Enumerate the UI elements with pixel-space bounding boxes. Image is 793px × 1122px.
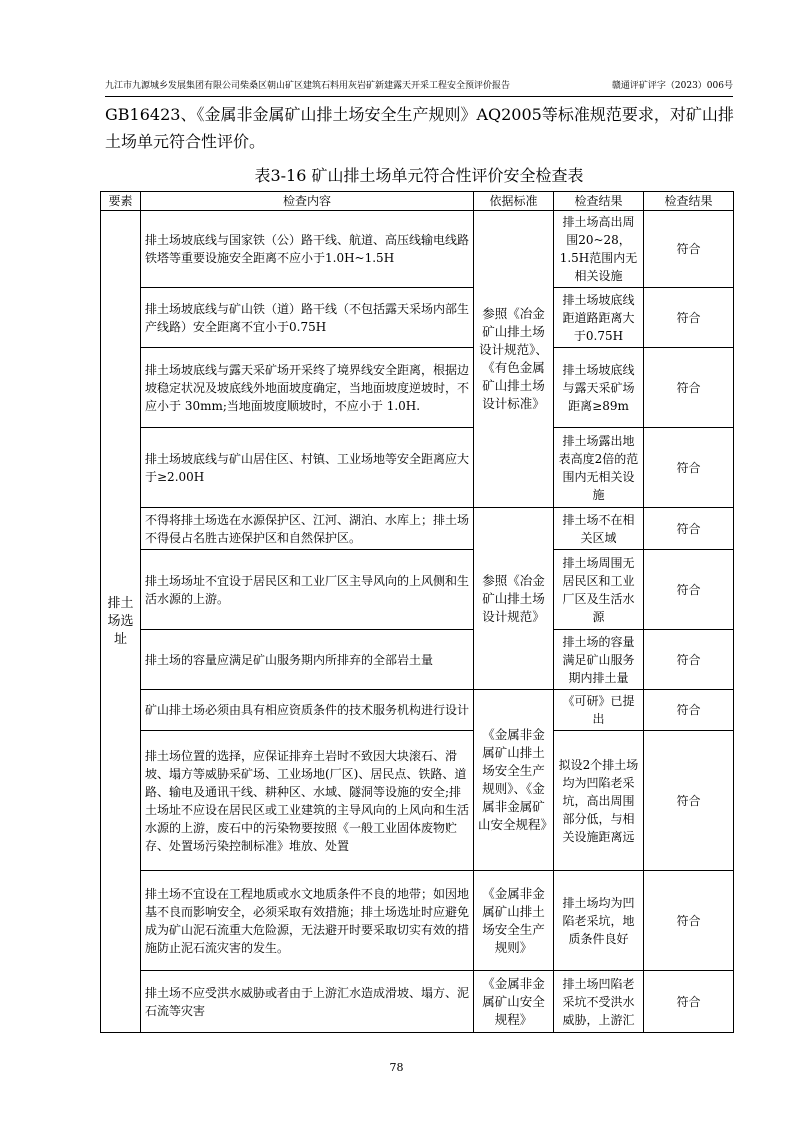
check-finding: 排土场高出周围20~28，1.5H范围内无相关设施 — [554, 211, 644, 288]
element-cell: 排土场选址 — [101, 211, 141, 1033]
check-content: 排土场不应受洪水威胁或者由于上游汇水造成滑坡、塌方、泥石流等灾害 — [141, 971, 474, 1033]
check-content: 排土场坡底线与矿山居住区、村镇、工业场地等安全距离应大于≥2.00H — [141, 428, 474, 508]
check-finding: 排土场坡底线距道路距离大于0.75H — [554, 288, 644, 348]
check-result: 符合 — [644, 288, 734, 348]
check-content: 不得将排土场选在水源保护区、江河、湖泊、水库上；排土场不得侵占名胜古迹保护区和自然保护区。 — [141, 508, 474, 550]
check-result: 符合 — [644, 428, 734, 508]
page-number: 78 — [389, 1061, 404, 1074]
table-row — [101, 288, 734, 348]
header-element: 要素 — [101, 192, 141, 211]
check-finding: 排土场均为凹陷老采坑，地质条件良好 — [554, 871, 644, 971]
basis-cell: 《金属非金属矿山安全规程》 — [474, 971, 554, 1033]
check-content: 排土场不宜设在工程地质或水文地质条件不良的地带；如因地基不良而影响安全，必须采取有效措施；排土场选址时应避免成为矿山泥石流重大危险源，无法避开时要采取切实有效的措施防止泥石流灾害的发生。 — [141, 871, 474, 971]
header-basis: 依据标准 — [474, 192, 554, 211]
check-result: 符合 — [644, 508, 734, 550]
check-result: 符合 — [644, 690, 734, 731]
check-content: 排土场坡底线与露天采矿场开采终了境界线安全距离，根据边坡稳定状况及坡底线外地面坡度确定，当地面坡度逆坡时，不应小于 30mm;当地面坡度顺坡时，不应小于 1.0H. — [141, 348, 474, 428]
header-report-code: 赣通评矿评字（2023）006号 — [611, 81, 733, 91]
check-finding: 排土场坡底线与露天采矿场距离≥89m — [554, 348, 644, 428]
check-finding: 《可研》已提出 — [554, 690, 644, 731]
check-result: 符合 — [644, 731, 734, 871]
table-row — [101, 871, 734, 971]
table-row — [101, 348, 734, 428]
header-content: 检查内容 — [141, 192, 474, 211]
table-row — [101, 211, 734, 288]
check-result: 符合 — [644, 550, 734, 630]
basis-cell: 参照《冶金矿山排土场设计规范》、《有色金属矿山排土场设计标准》 — [474, 211, 554, 508]
basis-cell: 《金属非金属矿山排土场安全生产规则》、《金属非金属矿山安全规程》 — [474, 690, 554, 871]
safety-checklist-table — [100, 191, 734, 1033]
intro-paragraph: GB16423、《金属非金属矿山排土场安全生产规则》AQ2005等标准规范要求，对矿山排土场单元符合性评价。 — [105, 105, 734, 151]
check-content: 排土场的容量应满足矿山服务期内所排弃的全部岩土量 — [141, 630, 474, 690]
page-header — [105, 76, 733, 97]
check-result: 符合 — [644, 348, 734, 428]
header-report-title: 九江市九源城乡发展集团有限公司柴桑区朝山矿区建筑石料用灰岩矿新建露天开采工程安全预评价报告 — [105, 81, 511, 91]
table-row — [101, 550, 734, 630]
check-finding: 排土场不在相关区域 — [554, 508, 644, 550]
check-result: 符合 — [644, 211, 734, 288]
header-finding: 检查结果 — [554, 192, 644, 211]
table-caption: 表3-16 矿山排土场单元符合性评价安全检查表 — [254, 166, 584, 185]
check-finding: 排土场露出地表高度2倍的范围内无相关设施 — [554, 428, 644, 508]
check-content: 矿山排土场必须由具有相应资质条件的技术服务机构进行设计 — [141, 690, 474, 731]
table-row — [101, 508, 734, 550]
table-header-row — [101, 192, 734, 211]
check-result: 符合 — [644, 630, 734, 690]
table-row — [101, 731, 734, 871]
table-row — [101, 971, 734, 1033]
check-content: 排土场坡底线与矿山铁（道）路干线（不包括露天采场内部生产线路）安全距离不宜小于0.75H — [141, 288, 474, 348]
check-content: 排土场位置的选择，应保证排弃土岩时不致因大块滚石、滑坡、塌方等威胁采矿场、工业场地(厂区)、居民点、铁路、道路、输电及通讯干线、耕种区、水域、隧洞等设施的安全;排土场址不应设在居民区或工业建筑的主导风向的上风向和生活水源的上游，废石中的污染物要按照《一般工业固体废物贮存、处置场污染控制标准》堆放、处置 — [141, 731, 474, 871]
table-row — [101, 428, 734, 508]
check-finding: 排土场凹陷老采坑不受洪水威胁，上游汇 — [554, 971, 644, 1033]
header-result: 检查结果 — [644, 192, 734, 211]
basis-cell: 《金属非金属矿山排土场安全生产规则》 — [474, 871, 554, 971]
check-finding: 拟设2个排土场均为凹陷老采坑，高出周围部分低，与相关设施距离远 — [554, 731, 644, 871]
check-result: 符合 — [644, 871, 734, 971]
check-content: 排土场坡底线与国家铁（公）路干线、航道、高压线输电线路铁塔等重要设施安全距离不应小于1.0H~1.5H — [141, 211, 474, 288]
check-content: 排土场场址不宜设于居民区和工业厂区主导风向的上风侧和生活水源的上游。 — [141, 550, 474, 630]
table-row — [101, 630, 734, 690]
basis-cell: 参照《冶金矿山排土场设计规范》 — [474, 508, 554, 690]
table-row — [101, 690, 734, 731]
check-result: 符合 — [644, 971, 734, 1033]
check-finding: 排土场的容量满足矿山服务期内排土量 — [554, 630, 644, 690]
check-finding: 排土场周围无居民区和工业厂区及生活水源 — [554, 550, 644, 630]
